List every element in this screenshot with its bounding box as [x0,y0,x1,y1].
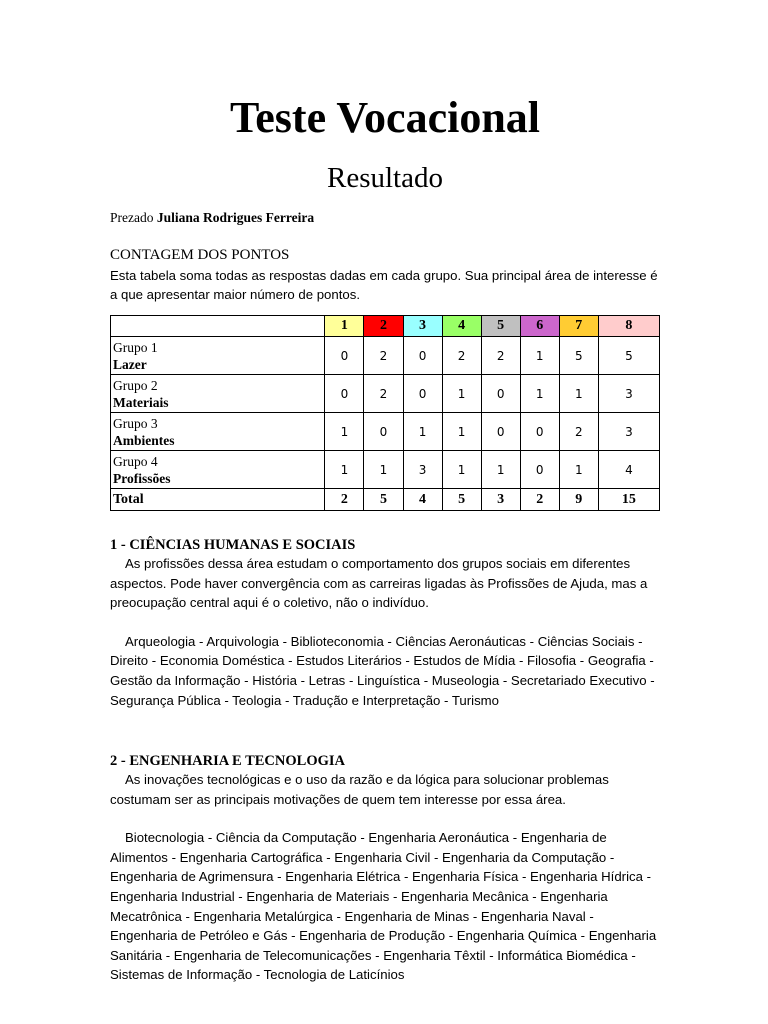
score-cell: 0 [403,375,442,413]
area-careers: Biotecnologia - Ciência da Computação - Engenharia Aeronáutica - Engenharia de Alimentos - Engenharia Cartográfica - Engenharia Civil - Engenharia da Computação - Engenharia de Agrimensura - Engenharia Elétrica - Engenharia Física - Engenharia Hídrica - Engenharia Industrial - Engenharia de Materiais - Engenharia Mecânica - Engenharia Mecatrônica - Engenharia Metalúrgica - Engenharia de Minas - Engenharia Naval - Engenharia de Petróleo e Gás - Engenharia de Produção - Engenharia Química - Engenharia Sanitária - Engenharia de Telecomunicações - Engenharia Têxtil - Informática Biomédica - Sistemas de Informação - Tecnologia de Laticínios [110,830,657,983]
document-title: Teste Vocacional [229,93,541,142]
total-cell: 2 [325,489,364,511]
group-label-cell [111,451,325,489]
column-header-8: 8 [598,316,659,337]
area-heading: 1 - CIÊNCIAS HUMANAS E SOCIAIS [110,537,356,553]
total-cell: 5 [442,489,481,511]
score-cell: 1 [442,451,481,489]
score-cell: 2 [442,337,481,375]
total-cell: 4 [403,489,442,511]
score-cell: 0 [403,337,442,375]
group-category: Lazer [113,356,147,372]
score-cell: 0 [364,413,403,451]
group-category: Ambientes [113,432,175,448]
count-section [110,246,660,304]
group-name: Grupo 4 [113,453,158,469]
score-cell: 2 [559,413,598,451]
table-row [111,375,660,413]
score-cell: 0 [325,337,364,375]
score-cell: 5 [598,337,659,375]
score-cell: 0 [481,413,520,451]
score-cell: 0 [325,375,364,413]
column-header-5: 5 [481,316,520,337]
table-total-row [111,489,660,511]
score-cell: 1 [520,337,559,375]
column-header-3: 3 [403,316,442,337]
score-cell: 1 [403,413,442,451]
score-cell: 1 [442,375,481,413]
total-cell: 2 [520,489,559,511]
greeting [110,210,314,226]
area-description: As inovações tecnológicas e o uso da razão e da lógica para solucionar problemas costumam ser as principais motivações de quem tem interesse por essa área. [110,772,609,807]
count-section-description: Esta tabela soma todas as respostas dadas em cada grupo. Sua principal área de interesse é a que apresentar maior número de pontos. [110,268,658,302]
score-cell: 1 [559,451,598,489]
total-cell: 9 [559,489,598,511]
score-cell: 1 [325,451,364,489]
group-label-cell [111,413,325,451]
score-table [110,315,660,511]
score-cell: 3 [598,413,659,451]
score-cell: 2 [481,337,520,375]
document-subtitle: Resultado [327,162,443,194]
score-cell: 2 [364,337,403,375]
group-name: Grupo 2 [113,377,158,393]
column-header-4: 4 [442,316,481,337]
column-header-1: 1 [325,316,364,337]
column-header-7: 7 [559,316,598,337]
area-section-2 [110,752,660,985]
score-cell: 4 [598,451,659,489]
table-header-row [111,316,660,337]
column-header-2: 2 [364,316,403,337]
greeting-prefix: Prezado [110,210,154,225]
group-name: Grupo 1 [113,339,158,355]
score-cell: 1 [559,375,598,413]
area-section-1 [110,536,660,710]
score-cell: 0 [520,451,559,489]
column-header-6: 6 [520,316,559,337]
group-name: Grupo 3 [113,415,158,431]
total-cell: 15 [598,489,659,511]
group-category: Profissões [113,470,171,486]
table-row [111,451,660,489]
total-cell: 3 [481,489,520,511]
recipient-name: Juliana Rodrigues Ferreira [156,210,315,225]
total-label: Total [111,489,325,511]
area-careers: Arqueologia - Arquivologia - Biblioteconomia - Ciências Aeronáuticas - Ciências Sociais - Direito - Economia Doméstica - Estudos Literários - Estudos de Mídia - Filosofia - Geografia - Gestão da Informação - História - Letras - Linguística - Museologia - Secretariado Executivo - Segurança Pública - Teologia - Tradução e Interpretação - Turismo [110,633,655,708]
score-cell: 1 [520,375,559,413]
group-label-cell [111,375,325,413]
area-heading: 2 - ENGENHARIA E TECNOLOGIA [110,753,345,769]
group-category: Materiais [113,394,169,410]
score-cell: 0 [520,413,559,451]
header-blank-cell [111,316,325,337]
group-label-cell [111,337,325,375]
score-cell: 1 [481,451,520,489]
area-description: As profissões dessa área estudam o comportamento dos grupos sociais em diferentes aspectos. Pode haver convergência com as carreiras ligadas às Profissões de Ajuda, mas a preocupação central aqui é o coletivo, não o indivíduo. [110,556,648,611]
score-cell: 5 [559,337,598,375]
table-row [111,413,660,451]
score-cell: 1 [325,413,364,451]
table-row [111,337,660,375]
score-cell: 3 [598,375,659,413]
total-cell: 5 [364,489,403,511]
score-cell: 1 [442,413,481,451]
score-cell: 0 [481,375,520,413]
count-section-heading: CONTAGEM DOS PONTOS [110,247,290,263]
score-cell: 1 [364,451,403,489]
score-cell: 2 [364,375,403,413]
score-cell: 3 [403,451,442,489]
